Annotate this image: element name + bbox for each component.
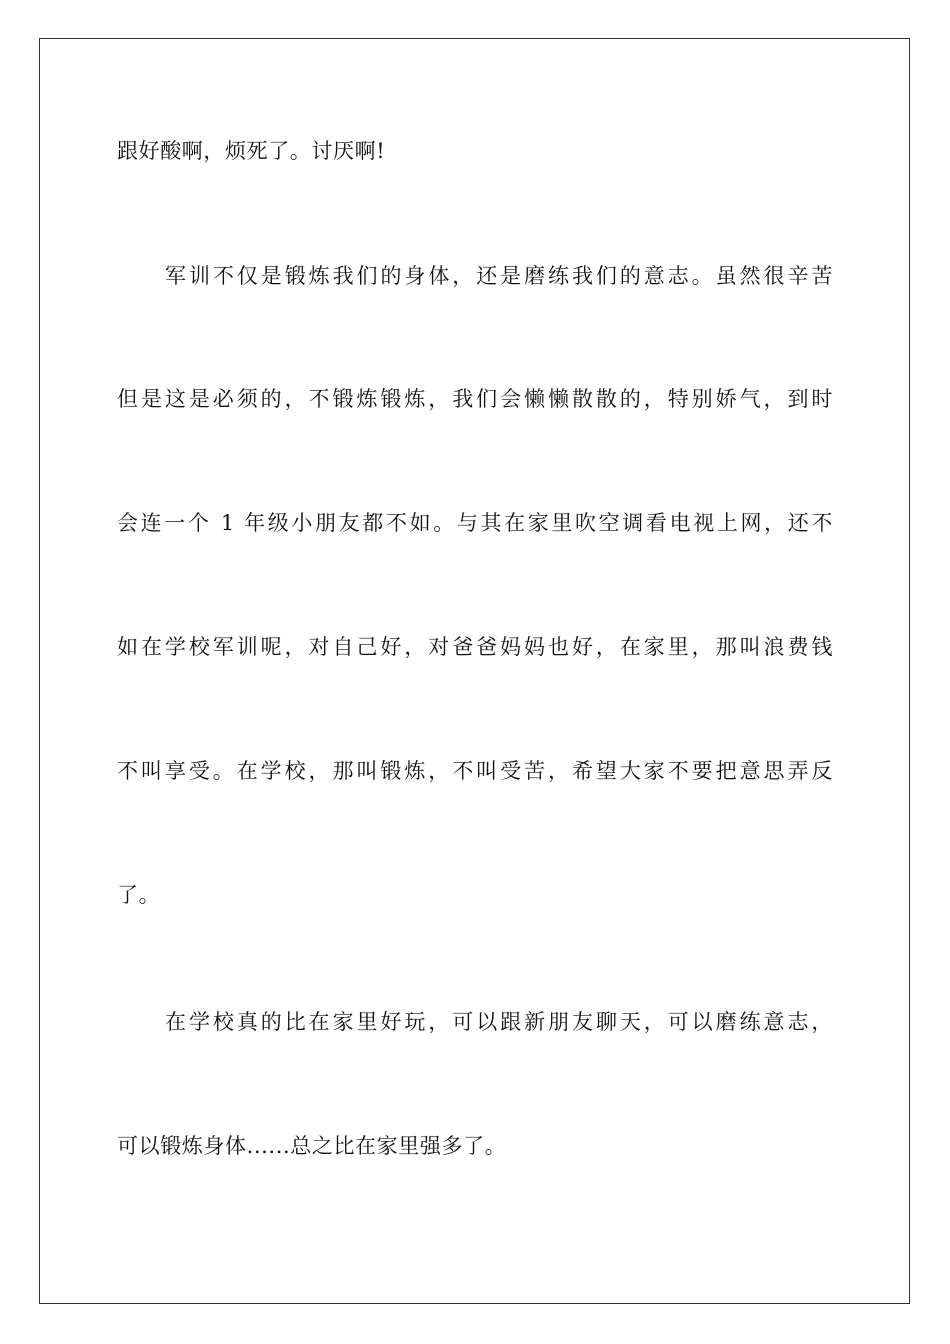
- text-line: 跟好酸啊，烦死了。讨厌啊!: [117, 139, 386, 163]
- paragraph-first-line: 军训不仅是锻炼我们的身体，还是磨练我们的意志。虽然很辛苦: [165, 264, 833, 288]
- paragraph-first-line: 在学校真的比在家里好玩，可以跟新朋友聊天，可以磨练意志，: [165, 1010, 833, 1034]
- text-line: 会连一个 1 年级小朋友都不如。与其在家里吹空调看电视上网，还不: [117, 511, 833, 535]
- text-line: 可以锻炼身体......总之比在家里强多了。: [117, 1134, 507, 1158]
- text-line: 但是这是必须的，不锻炼锻炼，我们会懒懒散散的，特别娇气，到时: [117, 387, 833, 411]
- text-line: 不叫享受。在学校，那叫锻炼，不叫受苦，希望大家不要把意思弄反: [117, 759, 833, 783]
- text-line: 了。: [117, 883, 161, 907]
- text-line: 如在学校军训呢，对自己好，对爸爸妈妈也好，在家里，那叫浪费钱: [117, 635, 833, 659]
- page-border: [39, 38, 910, 1304]
